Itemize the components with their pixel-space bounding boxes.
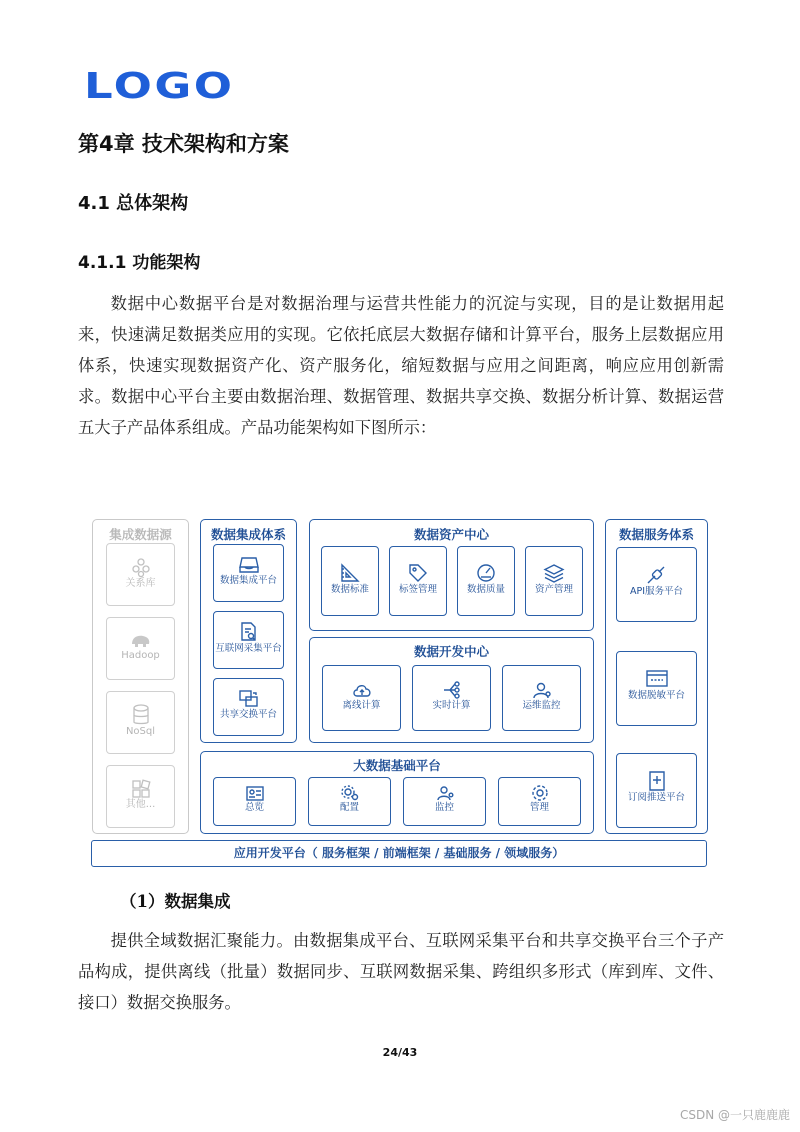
dev-card — [502, 665, 581, 731]
exchange-windows-icon — [238, 689, 260, 709]
source-label: 关系库 — [125, 578, 156, 589]
bigdata-label: 管理 — [529, 802, 549, 813]
bigdata-title: 大数据基础平台 — [353, 758, 441, 773]
watermark: CSDN @一只鹿鹿鹿 — [679, 1108, 790, 1122]
asset-label: 标签管理 — [398, 584, 437, 595]
bigdata-card — [498, 777, 581, 826]
asset-label: 数据质量 — [466, 584, 505, 595]
source-other — [106, 765, 175, 828]
asset-card — [389, 546, 447, 616]
layers-icon — [543, 562, 565, 584]
sources-group — [92, 519, 189, 834]
integration-card — [213, 678, 284, 736]
gear-icon — [530, 784, 550, 802]
push-document-icon — [645, 770, 669, 792]
cloud-upload-icon — [351, 680, 373, 700]
dev-card — [322, 665, 401, 731]
gauge-icon — [475, 562, 497, 584]
dev-label: 运维监控 — [522, 700, 561, 711]
service-label: 订阅推送平台 — [627, 792, 685, 803]
integration-card — [213, 544, 284, 602]
bigdata-card — [308, 777, 391, 826]
integration-card — [213, 611, 284, 669]
section-title: 4.1 总体架构 — [78, 193, 189, 214]
source-nosql — [106, 691, 175, 754]
hadoop-elephant-icon — [129, 632, 153, 650]
asset-center-title: 数据资产中心 — [413, 527, 489, 542]
ruler-triangle-icon — [339, 562, 361, 584]
document-search-icon — [239, 621, 259, 643]
gears-icon — [340, 784, 360, 802]
relational-db-icon — [130, 556, 152, 578]
inbox-stack-icon — [238, 555, 260, 575]
source-relational-db — [106, 543, 175, 606]
chapter-title: 第4章 技术架构和方案 — [78, 132, 289, 156]
asset-card — [525, 546, 583, 616]
service-card — [616, 547, 697, 622]
asset-label: 资产管理 — [534, 584, 573, 595]
bigdata-label: 配置 — [339, 802, 359, 813]
service-card — [616, 753, 697, 828]
integration-label: 共享交换平台 — [219, 709, 277, 720]
asset-card — [457, 546, 515, 616]
logo: LOGO — [84, 66, 235, 107]
bigdata-label: 监控 — [434, 802, 454, 813]
bigdata-group — [200, 751, 594, 834]
masked-window-icon — [645, 668, 669, 690]
id-card-icon — [245, 784, 265, 802]
service-label: 数据脱敏平台 — [627, 690, 685, 701]
integration-paragraph: 提供全域数据汇聚能力。由数据集成平台、互联网采集平台和共享交换平台三个子产品构成，提供离线（批量）数据同步、互联网数据采集、跨组织多形式（库到库、文件、接口）数据交换服务。 — [78, 931, 724, 1012]
bigdata-card — [403, 777, 486, 826]
flow-nodes-icon — [441, 680, 463, 700]
integration-label: 数据集成平台 — [219, 575, 277, 586]
plug-icon — [645, 564, 669, 586]
service-group — [605, 519, 708, 834]
dev-center-group — [309, 637, 594, 743]
page-number: 24/43 — [382, 1046, 418, 1059]
architecture-diagram — [90, 517, 710, 870]
grid-squares-icon — [131, 779, 151, 799]
asset-center-group — [309, 519, 594, 631]
dev-label: 实时计算 — [432, 700, 471, 711]
service-title: 数据服务体系 — [618, 527, 694, 542]
integration-label: 互联网采集平台 — [215, 643, 282, 654]
database-cylinder-icon — [131, 704, 151, 726]
dev-label: 离线计算 — [342, 700, 381, 711]
bigdata-card — [213, 777, 296, 826]
source-label: NoSql — [125, 726, 156, 737]
user-eye-icon — [435, 784, 455, 802]
integration-group — [200, 519, 297, 743]
integration-title: 数据集成体系 — [210, 527, 286, 542]
dev-card — [412, 665, 491, 731]
source-hadoop — [106, 617, 175, 680]
app-platform-bar: 应用开发平台（ 服务框架 / 前端框架 / 基础服务 / 领域服务） — [91, 840, 707, 867]
tag-icon — [407, 562, 429, 584]
asset-label: 数据标准 — [330, 584, 369, 595]
bigdata-label: 总览 — [244, 802, 264, 813]
asset-card — [321, 546, 379, 616]
user-monitor-icon — [531, 680, 553, 700]
intro-paragraph: 数据中心数据平台是对数据治理与运营共性能力的沉淀与实现，目的是让数据用起来，快速满足数据类应用的实现。它依托底层大数据存储和计算平台，服务上层数据应用体系，快速实现数据资产化、资产服务化，缩短数据与应用之间距离，响应应用创新需求。数据中心平台主要由数据治理、数据管理、数据共享交换、数据分析计算、数据运营五大子产品体系组成。产品功能架构如下图所示： — [78, 294, 724, 437]
service-label: API服务平台 — [629, 586, 684, 597]
subsection-title: 4.1.1 功能架构 — [78, 253, 201, 273]
sources-title: 集成数据源 — [109, 527, 172, 542]
service-card — [616, 651, 697, 726]
source-label: Hadoop — [121, 650, 160, 661]
subheading-data-integration: （1）数据集成 — [120, 892, 231, 911]
dev-center-title: 数据开发中心 — [413, 644, 489, 659]
source-label: 其他... — [125, 799, 156, 810]
